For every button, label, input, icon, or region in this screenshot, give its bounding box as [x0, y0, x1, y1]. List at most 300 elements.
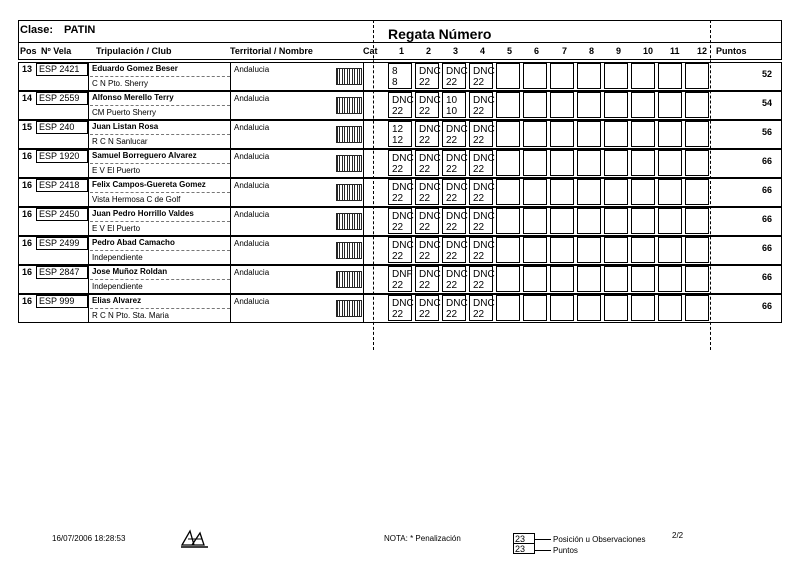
header-divider — [18, 42, 782, 43]
race-result-points: 22 — [392, 193, 404, 204]
race-empty-cell — [550, 179, 574, 205]
crew-separator — [90, 279, 230, 280]
race-empty-cell — [523, 266, 547, 292]
race-result-cell — [442, 150, 466, 176]
race-result-cell — [415, 179, 439, 205]
race-result-code: DNC — [473, 153, 495, 164]
total-points: 66 — [761, 214, 772, 224]
col-pos: Pos — [20, 46, 37, 56]
sail-col-divider — [88, 120, 89, 149]
total-points: 52 — [761, 69, 772, 79]
race-empty-cell — [523, 295, 547, 321]
race-empty-cell — [685, 295, 709, 321]
crew-col-divider — [230, 91, 231, 120]
legend-position-box: 23 — [513, 533, 535, 544]
race-result-points: 22 — [419, 251, 431, 262]
clase-label: Clase: — [20, 24, 54, 36]
race-empty-cell — [604, 295, 628, 321]
legend-line-top — [535, 539, 551, 540]
race-empty-cell — [631, 92, 655, 118]
race-empty-cell — [523, 63, 547, 89]
race-result-code: DNC — [446, 298, 468, 309]
race-empty-cell — [523, 150, 547, 176]
race-result-points: 22 — [446, 309, 458, 320]
race-result-points: 22 — [392, 164, 404, 175]
legend-points-box: 23 — [513, 543, 535, 554]
flag-icon — [336, 126, 362, 143]
race-result-cell — [388, 266, 412, 292]
race-result-code: DNC — [392, 153, 414, 164]
race-result-cell — [442, 208, 466, 234]
race-result-points: 22 — [392, 251, 404, 262]
race-result-points: 22 — [473, 309, 485, 320]
race-empty-cell — [685, 150, 709, 176]
race-result-points: 10 — [446, 106, 458, 117]
race-result-cell — [469, 295, 493, 321]
territory: Andalucia — [234, 94, 270, 103]
race-empty-cell — [658, 208, 682, 234]
legend-position-label: Posición u Observaciones — [553, 535, 646, 544]
race-result-code: DNC — [419, 269, 441, 280]
total-points: 66 — [761, 272, 772, 282]
race-result-points: 8 — [392, 77, 398, 88]
table-row — [18, 91, 782, 120]
position: 13 — [22, 64, 33, 74]
race-result-code: DNC — [392, 240, 414, 251]
race-result-cell — [388, 179, 412, 205]
race-result-cell — [442, 237, 466, 263]
race-empty-cell — [550, 63, 574, 89]
race-result-code: DNC — [446, 211, 468, 222]
crew-separator — [90, 105, 230, 106]
race-empty-cell — [604, 179, 628, 205]
crew-col-divider — [230, 149, 231, 178]
race-empty-cell — [631, 208, 655, 234]
race-result-cell — [388, 150, 412, 176]
race-result-code: DNC — [446, 240, 468, 251]
race-empty-cell — [550, 237, 574, 263]
race-result-points: 22 — [419, 77, 431, 88]
position: 16 — [22, 209, 33, 219]
total-points: 54 — [761, 98, 772, 108]
race-result-points: 22 — [446, 164, 458, 175]
helmsman-name: Felix Campos-Guereta Gomez — [92, 180, 206, 189]
sail-col-divider — [88, 265, 89, 294]
race-result-points: 22 — [419, 106, 431, 117]
race-result-cell — [415, 237, 439, 263]
race-empty-cell — [631, 266, 655, 292]
race-empty-cell — [658, 63, 682, 89]
race-empty-cell — [658, 266, 682, 292]
club-name: R C N Sanlucar — [92, 137, 148, 146]
race-result-cell — [388, 237, 412, 263]
race-result-cell — [388, 295, 412, 321]
race-empty-cell — [685, 237, 709, 263]
federation-logo-icon — [180, 527, 210, 549]
race-header-10: 10 — [643, 46, 654, 56]
race-result-cell — [442, 179, 466, 205]
flag-icon — [336, 184, 362, 201]
race-empty-cell — [658, 92, 682, 118]
territory-col-divider — [363, 236, 364, 265]
race-result-cell — [469, 92, 493, 118]
race-empty-cell — [496, 266, 520, 292]
race-result-cell — [469, 208, 493, 234]
flag-icon — [336, 97, 362, 114]
race-result-code: DNF — [392, 269, 413, 280]
race-result-code: DNC — [473, 211, 495, 222]
race-empty-cell — [658, 295, 682, 321]
race-header-12: 12 — [697, 46, 708, 56]
territory-col-divider — [363, 178, 364, 207]
race-result-code: DNC — [419, 124, 441, 135]
race-empty-cell — [496, 121, 520, 147]
crew-col-divider — [230, 120, 231, 149]
race-header-4: 4 — [480, 46, 486, 56]
flag-icon — [336, 155, 362, 172]
race-result-points: 22 — [446, 222, 458, 233]
race-empty-cell — [550, 121, 574, 147]
helmsman-name: Juan Pedro Horrillo Valdes — [92, 209, 194, 218]
race-result-code: DNC — [473, 124, 495, 135]
clase-value: PATIN — [64, 24, 96, 36]
territory: Andalucia — [234, 297, 270, 306]
race-result-code: DNC — [473, 269, 495, 280]
race-empty-cell — [550, 266, 574, 292]
sail-number: ESP 240 — [36, 121, 88, 134]
race-header-2: 2 — [426, 46, 432, 56]
race-header-6: 6 — [534, 46, 540, 56]
race-result-points: 22 — [473, 193, 485, 204]
sail-number: ESP 1920 — [36, 150, 88, 163]
race-result-cell — [469, 121, 493, 147]
race-result-cell — [442, 63, 466, 89]
club-name: C N Pto. Sherry — [92, 79, 149, 88]
race-header-11: 11 — [670, 46, 680, 56]
total-points: 66 — [761, 185, 772, 195]
sail-number: ESP 2499 — [36, 237, 88, 250]
territory: Andalucia — [234, 123, 270, 132]
race-empty-cell — [496, 179, 520, 205]
col-points: Puntos — [716, 46, 747, 56]
race-result-code: DNC — [392, 182, 414, 193]
race-result-code: DNC — [446, 182, 468, 193]
race-result-cell — [442, 121, 466, 147]
race-empty-cell — [604, 237, 628, 263]
territory-col-divider — [363, 120, 364, 149]
race-empty-cell — [577, 63, 601, 89]
race-header-3: 3 — [453, 46, 459, 56]
race-result-cell — [415, 92, 439, 118]
race-empty-cell — [496, 63, 520, 89]
race-result-points: 22 — [419, 309, 431, 320]
regata-title: Regata Número — [388, 26, 492, 42]
race-result-points: 22 — [392, 280, 404, 291]
crew-separator — [90, 221, 230, 222]
race-empty-cell — [685, 266, 709, 292]
position: 16 — [22, 180, 33, 190]
race-result-points: 22 — [473, 251, 485, 262]
race-result-code: DNC — [446, 153, 468, 164]
race-empty-cell — [604, 92, 628, 118]
territory: Andalucia — [234, 268, 270, 277]
club-name: Independiente — [92, 282, 143, 291]
race-result-points: 22 — [392, 309, 404, 320]
race-header-5: 5 — [507, 46, 513, 56]
helmsman-name: Jose Muñoz Roldan — [92, 267, 168, 276]
race-empty-cell — [604, 266, 628, 292]
sail-number: ESP 2418 — [36, 179, 88, 192]
race-empty-cell — [550, 92, 574, 118]
race-empty-cell — [685, 63, 709, 89]
legend-line-bottom — [535, 550, 551, 551]
race-empty-cell — [577, 266, 601, 292]
sail-col-divider — [88, 294, 89, 323]
race-result-code: DNC — [419, 298, 441, 309]
race-empty-cell — [523, 208, 547, 234]
table-row — [18, 62, 782, 91]
race-result-code: DNC — [419, 153, 441, 164]
sail-number: ESP 2450 — [36, 208, 88, 221]
race-empty-cell — [523, 237, 547, 263]
race-result-code: DNC — [446, 269, 468, 280]
crew-separator — [90, 308, 230, 309]
club-name: E V El Puerto — [92, 224, 141, 233]
territory-col-divider — [363, 149, 364, 178]
race-empty-cell — [577, 295, 601, 321]
timestamp: 16/07/2006 18:28:53 — [52, 534, 126, 543]
race-result-cell — [388, 208, 412, 234]
race-result-code: 12 — [392, 124, 404, 135]
territory-col-divider — [363, 265, 364, 294]
race-result-points: 22 — [419, 280, 431, 291]
race-result-code: DNC — [419, 240, 441, 251]
col-crew: Tripulación / Club — [96, 46, 172, 56]
table-row — [18, 265, 782, 294]
race-result-cell — [415, 121, 439, 147]
territory: Andalucia — [234, 181, 270, 190]
race-result-code: DNC — [392, 211, 414, 222]
sail-col-divider — [88, 236, 89, 265]
race-result-points: 22 — [473, 222, 485, 233]
col-territorial: Territorial / Nombre — [230, 46, 313, 56]
crew-separator — [90, 163, 230, 164]
club-name: E V El Puerto — [92, 166, 141, 175]
race-empty-cell — [496, 150, 520, 176]
race-empty-cell — [631, 179, 655, 205]
sail-col-divider — [88, 91, 89, 120]
crew-separator — [90, 134, 230, 135]
race-empty-cell — [496, 92, 520, 118]
race-result-code: DNC — [419, 211, 441, 222]
race-result-cell — [388, 63, 412, 89]
race-empty-cell — [631, 237, 655, 263]
helmsman-name: Pedro Abad Camacho — [92, 238, 175, 247]
race-result-points: 22 — [419, 135, 431, 146]
race-result-cell — [442, 295, 466, 321]
position: 14 — [22, 93, 33, 103]
race-result-code: DNC — [392, 95, 414, 106]
race-empty-cell — [604, 63, 628, 89]
flag-icon — [336, 300, 362, 317]
territory-col-divider — [363, 62, 364, 91]
race-result-code: DNC — [419, 95, 441, 106]
race-result-points: 22 — [473, 77, 485, 88]
nota-penalizacion: NOTA: * Penalización — [384, 534, 461, 543]
territory: Andalucia — [234, 65, 270, 74]
territory: Andalucia — [234, 210, 270, 219]
sail-col-divider — [88, 178, 89, 207]
race-result-cell — [415, 150, 439, 176]
race-result-code: 8 — [392, 66, 398, 77]
position: 16 — [22, 151, 33, 161]
race-result-points: 22 — [392, 106, 404, 117]
territory-col-divider — [363, 294, 364, 323]
race-empty-cell — [496, 237, 520, 263]
race-result-cell — [469, 179, 493, 205]
crew-col-divider — [230, 207, 231, 236]
helmsman-name: Eduardo Gomez Beser — [92, 64, 178, 73]
race-empty-cell — [577, 150, 601, 176]
race-empty-cell — [631, 295, 655, 321]
race-empty-cell — [523, 92, 547, 118]
sail-col-divider — [88, 62, 89, 91]
race-header-1: 1 — [399, 46, 405, 56]
race-result-code: DNC — [446, 66, 468, 77]
total-points: 66 — [761, 301, 772, 311]
total-points: 56 — [761, 127, 772, 137]
race-result-cell — [442, 266, 466, 292]
race-result-cell — [469, 237, 493, 263]
race-empty-cell — [577, 237, 601, 263]
race-empty-cell — [685, 179, 709, 205]
race-result-code: DNC — [473, 240, 495, 251]
race-result-points: 22 — [446, 251, 458, 262]
club-name: Vista Hermosa C de Golf — [92, 195, 181, 204]
crew-col-divider — [230, 62, 231, 91]
flag-icon — [336, 242, 362, 259]
race-empty-cell — [658, 237, 682, 263]
race-empty-cell — [658, 121, 682, 147]
table-row — [18, 120, 782, 149]
table-row — [18, 236, 782, 265]
race-empty-cell — [604, 208, 628, 234]
race-header-8: 8 — [589, 46, 595, 56]
race-result-cell — [415, 266, 439, 292]
position: 15 — [22, 122, 33, 132]
race-empty-cell — [631, 121, 655, 147]
race-result-code: DNC — [446, 124, 468, 135]
race-result-code: DNC — [419, 66, 441, 77]
race-result-points: 22 — [419, 222, 431, 233]
race-empty-cell — [658, 179, 682, 205]
race-empty-cell — [631, 150, 655, 176]
race-empty-cell — [658, 150, 682, 176]
race-result-cell — [469, 150, 493, 176]
table-row — [18, 294, 782, 323]
race-empty-cell — [577, 121, 601, 147]
helmsman-name: Alfonso Merello Terry — [92, 93, 174, 102]
club-name: Independiente — [92, 253, 143, 262]
race-empty-cell — [685, 92, 709, 118]
results-table — [18, 62, 782, 323]
total-points: 66 — [761, 243, 772, 253]
race-empty-cell — [604, 121, 628, 147]
race-result-points: 22 — [473, 280, 485, 291]
helmsman-name: Elias Alvarez — [92, 296, 142, 305]
position: 16 — [22, 296, 33, 306]
crew-col-divider — [230, 236, 231, 265]
race-empty-cell — [577, 208, 601, 234]
race-empty-cell — [577, 92, 601, 118]
table-row — [18, 149, 782, 178]
race-empty-cell — [496, 295, 520, 321]
race-result-points: 22 — [446, 280, 458, 291]
crew-col-divider — [230, 294, 231, 323]
table-row — [18, 178, 782, 207]
sail-number: ESP 2421 — [36, 63, 88, 76]
race-result-points: 22 — [446, 135, 458, 146]
race-result-code: DNC — [419, 182, 441, 193]
club-name: R C N Pto. Sta. Maria — [92, 311, 169, 320]
race-empty-cell — [685, 121, 709, 147]
race-result-points: 22 — [419, 193, 431, 204]
race-result-code: DNC — [392, 298, 414, 309]
race-result-code: DNC — [473, 66, 495, 77]
race-empty-cell — [685, 208, 709, 234]
sail-number: ESP 2847 — [36, 266, 88, 279]
race-empty-cell — [550, 208, 574, 234]
race-empty-cell — [550, 295, 574, 321]
race-result-cell — [469, 63, 493, 89]
sail-number: ESP 2559 — [36, 92, 88, 105]
position: 16 — [22, 267, 33, 277]
race-empty-cell — [604, 150, 628, 176]
race-result-code: DNC — [473, 182, 495, 193]
race-result-points: 22 — [392, 222, 404, 233]
territory-col-divider — [363, 207, 364, 236]
helmsman-name: Samuel Borreguero Alvarez — [92, 151, 197, 160]
race-result-cell — [415, 295, 439, 321]
race-result-cell — [415, 208, 439, 234]
race-empty-cell — [631, 63, 655, 89]
position: 16 — [22, 238, 33, 248]
territory-col-divider — [363, 91, 364, 120]
sail-col-divider — [88, 149, 89, 178]
race-empty-cell — [523, 121, 547, 147]
crew-col-divider — [230, 178, 231, 207]
race-result-points: 22 — [473, 106, 485, 117]
legend-points-label: Puntos — [553, 546, 578, 555]
sail-number: ESP 999 — [36, 295, 88, 308]
race-result-cell — [469, 266, 493, 292]
race-result-points: 22 — [473, 135, 485, 146]
race-result-code: 10 — [446, 95, 458, 106]
race-result-points: 22 — [446, 193, 458, 204]
race-result-points: 22 — [473, 164, 485, 175]
flag-icon — [336, 271, 362, 288]
crew-separator — [90, 250, 230, 251]
table-row — [18, 207, 782, 236]
race-empty-cell — [577, 179, 601, 205]
page-number: 2/2 — [672, 531, 684, 540]
race-result-code: DNC — [473, 95, 495, 106]
territory: Andalucia — [234, 152, 270, 161]
crew-separator — [90, 76, 230, 77]
crew-col-divider — [230, 265, 231, 294]
sail-col-divider — [88, 207, 89, 236]
col-vela: Nº Vela — [41, 46, 72, 56]
